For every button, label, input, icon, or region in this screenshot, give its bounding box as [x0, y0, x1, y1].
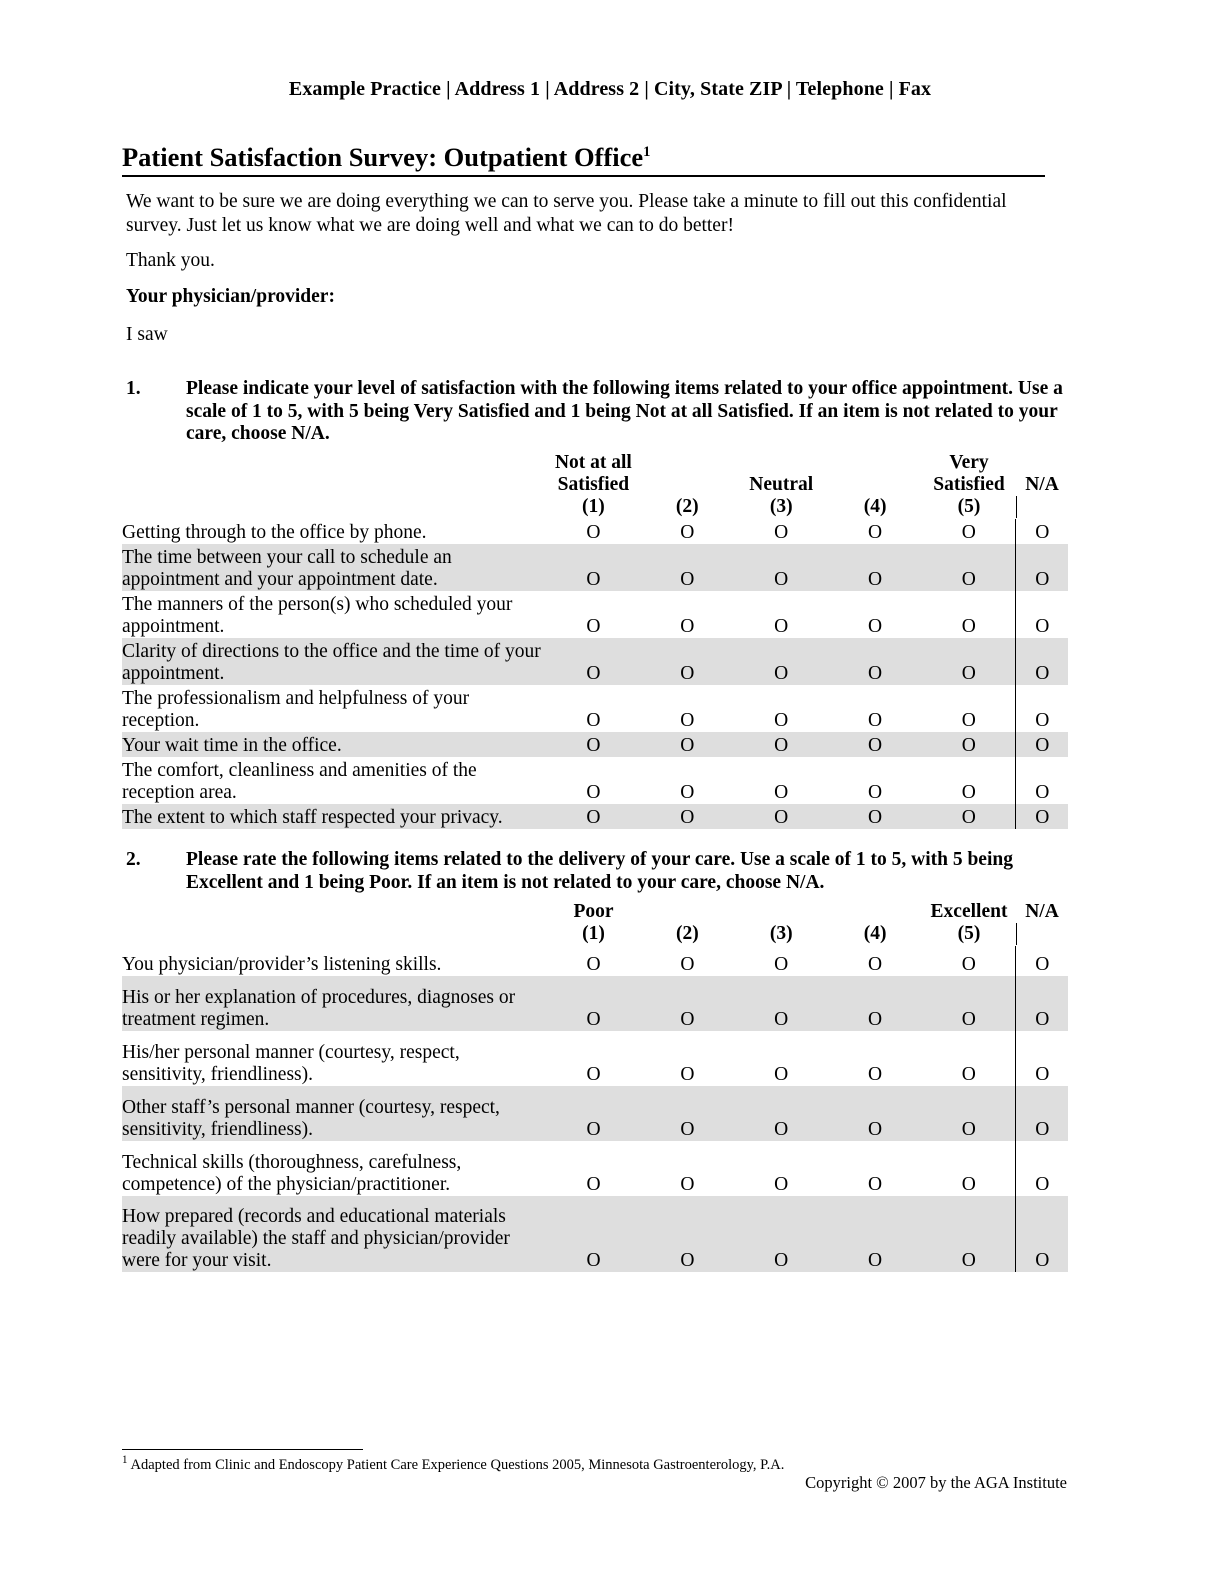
table-2-header-row — [122, 901, 1068, 946]
table-2-header-col-2-number: (2) — [675, 923, 699, 944]
table-row — [122, 946, 1068, 976]
table-2-r1-opt-na[interactable]: O — [1016, 976, 1068, 1031]
table-1-item-label: The time between your call to schedule an appointment and your appointment date. — [122, 544, 546, 591]
table-1-r1-opt-3[interactable]: O — [734, 544, 828, 591]
table-row — [122, 591, 1068, 638]
table-2-r1-opt-4[interactable]: O — [828, 976, 922, 1031]
table-1-r3-opt-2[interactable]: O — [640, 638, 734, 685]
table-2-item-label: You physician/provider’s listening skills. — [122, 954, 442, 975]
table-2-r3-opt-2[interactable]: O — [640, 1086, 734, 1141]
table-2-r2-opt-4[interactable]: O — [868, 1064, 883, 1085]
table-1-header-col-2-spacer2 — [640, 474, 734, 496]
table-2-r0-opt-3[interactable]: O — [774, 954, 789, 975]
table-1-r7-opt-3[interactable]: O — [734, 804, 828, 829]
table-2-r0-opt-4[interactable]: O — [868, 954, 883, 975]
table-2-r5-opt-1[interactable]: O — [547, 1196, 641, 1272]
table-1-header-col-1-label-a: Not at all — [554, 452, 632, 473]
table-2-r4-opt-4[interactable]: O — [868, 1174, 883, 1195]
table-1-r3-opt-5[interactable]: O — [922, 638, 1016, 685]
table-2-r3-opt-3[interactable]: O — [734, 1086, 828, 1141]
table-1-r4-opt-1[interactable]: O — [586, 710, 601, 731]
table-1-item-label: The professionalism and helpfulness of your reception. — [122, 688, 470, 731]
table-1-r1-opt-2[interactable]: O — [640, 544, 734, 591]
table-row — [122, 1086, 1068, 1141]
table-2-r0-opt-1[interactable]: O — [586, 954, 601, 975]
table-2-header-col-5-label: Excellent — [930, 901, 1008, 922]
table-1-r1-opt-5[interactable]: O — [922, 544, 1016, 591]
table-2-r1-opt-1[interactable]: O — [547, 976, 641, 1031]
table-2-item-label: Other staff’s personal manner (courtesy, respect, sensitivity, friendliness). — [122, 1086, 547, 1141]
question-2-number: 2. — [126, 849, 141, 870]
table-1-r4-opt-3[interactable]: O — [774, 710, 789, 731]
table-1-r3-opt-1[interactable]: O — [546, 638, 640, 685]
table-2-r3-opt-na[interactable]: O — [1016, 1086, 1068, 1141]
table-1-r5-opt-na[interactable]: O — [1016, 732, 1068, 757]
table-1-r3-opt-na[interactable]: O — [1016, 638, 1068, 685]
table-1-r6-opt-4[interactable]: O — [868, 782, 883, 803]
copyright-notice: Copyright © 2007 by the AGA Institute — [805, 1473, 1067, 1492]
table-1-header-col-1-label-b: Satisfied — [557, 474, 630, 495]
table-1-r4-opt-5[interactable]: O — [961, 710, 976, 731]
table-1-r6-opt-3[interactable]: O — [774, 782, 789, 803]
table-1-r0-opt-2[interactable]: O — [680, 522, 695, 543]
table-1-r7-opt-5[interactable]: O — [922, 804, 1016, 829]
table-1-header-col-2-number: (2) — [675, 496, 699, 517]
table-2-r3-opt-4[interactable]: O — [828, 1086, 922, 1141]
table-1-r5-opt-2[interactable]: O — [640, 732, 734, 757]
table-1-header-col-1-number: (1) — [582, 496, 605, 517]
table-2-r2-opt-2[interactable]: O — [680, 1064, 695, 1085]
table-1-na-divider-top — [1016, 496, 1068, 518]
footnote-marker: 1 — [122, 1454, 128, 1467]
table-row — [122, 976, 1068, 1031]
table-2-header-col-2 — [640, 901, 734, 946]
table-row — [122, 804, 1068, 829]
table-2-r1-opt-3[interactable]: O — [734, 976, 828, 1031]
table-2-r0-opt-na[interactable]: O — [1016, 946, 1068, 976]
thank-you-text: Thank you. — [126, 250, 215, 271]
table-2-header-col-2-spacer — [640, 901, 734, 923]
table-2-header-col-1 — [547, 901, 641, 946]
table-1-r2-opt-4[interactable]: O — [868, 616, 883, 637]
table-1-r3-opt-4[interactable]: O — [828, 638, 922, 685]
table-2-header-col-4 — [828, 901, 922, 946]
table-2-item-label: His/her personal manner (courtesy, respect, sensitivity, friendliness). — [122, 1042, 460, 1085]
table-1-r2-opt-3[interactable]: O — [774, 616, 789, 637]
table-row — [122, 519, 1068, 544]
table-2-r4-opt-na[interactable]: O — [1016, 1141, 1068, 1196]
table-2-header-col-5-number: (5) — [957, 923, 981, 944]
table-1-r2-opt-2[interactable]: O — [680, 616, 695, 637]
table-2-r5-opt-5[interactable]: O — [922, 1196, 1016, 1272]
table-2-r5-opt-4[interactable]: O — [828, 1196, 922, 1272]
table-1-header-col-5-label-b: Satisfied — [933, 474, 1005, 495]
table-2-r2-opt-na[interactable]: O — [1016, 1031, 1068, 1086]
table-1-item-label: The manners of the person(s) who scheduled your appointment. — [122, 594, 513, 637]
table-1-header-col-4-spacer — [828, 452, 922, 474]
table-1-r7-opt-4[interactable]: O — [828, 804, 922, 829]
table-1-r0-opt-3[interactable]: O — [774, 522, 789, 543]
table-2-header-col-na — [1016, 901, 1068, 946]
table-1-r0-opt-5[interactable]: O — [961, 522, 976, 543]
table-2-r2-opt-3[interactable]: O — [774, 1064, 789, 1085]
table-2-r0-opt-5[interactable]: O — [961, 954, 976, 975]
table-1-header-col-2 — [640, 452, 734, 519]
satisfaction-rating-table-1 — [122, 452, 1068, 829]
table-row — [122, 685, 1068, 732]
table-1-header-col-4 — [828, 452, 922, 519]
table-2-header-na-label: N/A — [1025, 901, 1059, 922]
table-1-header-col-3-label: Neutral — [749, 474, 814, 495]
table-2-r5-opt-3[interactable]: O — [734, 1196, 828, 1272]
table-1-item-label: The comfort, cleanliness and amenities of the reception area. — [122, 760, 477, 803]
page-title-text: Patient Satisfaction Survey: Outpatient Office — [122, 142, 644, 172]
table-1-item-label: Clarity of directions to the office and the time of your appointment. — [122, 638, 546, 685]
table-1-item-label: The extent to which staff respected your privacy. — [122, 804, 546, 829]
table-2-header-col-3-spacer — [734, 901, 828, 923]
table-1-header-col-3-spacer — [734, 452, 828, 474]
table-2-header-col-5 — [922, 901, 1016, 946]
table-1-r1-opt-1[interactable]: O — [546, 544, 640, 591]
table-1-r7-opt-1[interactable]: O — [546, 804, 640, 829]
table-1-header-col-5 — [922, 452, 1016, 519]
table-1-header-blank — [122, 452, 546, 519]
table-2-r4-opt-2[interactable]: O — [680, 1174, 695, 1195]
table-1-header-col-3 — [734, 452, 828, 519]
table-2-header-col-1-label: Poor — [573, 901, 614, 922]
question-1-text: Please indicate your level of satisfaction with the following items related to your office appointment. Use a scale of 1 to 5, with 5 being Very Satisfied and 1 being Not at all Satisfied. If an item is not related to your care, choose N/A. — [186, 378, 1063, 444]
table-2-r1-opt-2[interactable]: O — [640, 976, 734, 1031]
table-1-r7-opt-na[interactable]: O — [1016, 804, 1068, 829]
table-1-r0-opt-1[interactable]: O — [586, 522, 601, 543]
physician-provider-label: Your physician/provider: — [126, 286, 335, 307]
table-2-r3-opt-1[interactable]: O — [547, 1086, 641, 1141]
table-1-r3-opt-3[interactable]: O — [734, 638, 828, 685]
table-1-item-label: Your wait time in the office. — [122, 732, 546, 757]
page-title — [122, 143, 1045, 177]
table-1-r6-opt-1[interactable]: O — [586, 782, 601, 803]
table-2-header-blank — [122, 901, 547, 946]
satisfaction-rating-table-2 — [122, 901, 1068, 1272]
table-1-header-col-1 — [546, 452, 640, 519]
table-2-r4-opt-1[interactable]: O — [586, 1174, 601, 1195]
table-2-r5-opt-2[interactable]: O — [640, 1196, 734, 1272]
table-1-r5-opt-1[interactable]: O — [546, 732, 640, 757]
table-2-header-col-4-spacer — [828, 901, 922, 923]
table-1-item-label: Getting through to the office by phone. — [122, 522, 427, 543]
table-1-r0-opt-4[interactable]: O — [868, 522, 883, 543]
table-1-r6-opt-2[interactable]: O — [680, 782, 695, 803]
footnote-separator — [122, 1449, 363, 1450]
table-1-r4-opt-na[interactable]: O — [1016, 685, 1068, 732]
question-1-block — [126, 378, 1066, 446]
table-row — [122, 1141, 1068, 1196]
table-1-r7-opt-2[interactable]: O — [640, 804, 734, 829]
table-1-r5-opt-4[interactable]: O — [828, 732, 922, 757]
question-2-text: Please rate the following items related to the delivery of your care. Use a scale of 1 to 5, with 5 being Excellent and 1 being Poor. If an item is not related to your care, choose N/A. — [186, 849, 1013, 893]
table-1-header-na-label: N/A — [1025, 474, 1059, 495]
table-2-r4-opt-5[interactable]: O — [961, 1174, 976, 1195]
table-2-item-label: His or her explanation of procedures, diagnoses or treatment regimen. — [122, 976, 547, 1031]
table-1-r2-opt-1[interactable]: O — [586, 616, 601, 637]
table-2-r2-opt-5[interactable]: O — [961, 1064, 976, 1085]
table-row — [122, 638, 1068, 685]
running-header: Example Practice | Address 1 | Address 2 | City, State ZIP | Telephone | Fax — [288, 78, 932, 100]
table-2-r3-opt-5[interactable]: O — [922, 1086, 1016, 1141]
table-1-header-col-5-label-a: Very — [949, 452, 989, 473]
table-2-header-col-4-number: (4) — [863, 923, 887, 944]
table-1-header-col-4-spacer2 — [828, 474, 922, 496]
question-1-number: 1. — [126, 378, 141, 399]
table-row — [122, 1031, 1068, 1086]
intro-paragraph: We want to be sure we are doing everything we can to serve you. Please take a minute to fill out this confidential survey. Just let us know what we are doing well and what we can to do better! — [126, 191, 1007, 236]
table-1-header-na-spacer — [1016, 452, 1068, 474]
table-1-header-col-3-number: (3) — [769, 496, 793, 517]
table-2-r4-opt-3[interactable]: O — [774, 1174, 789, 1195]
table-2-header-col-3 — [734, 901, 828, 946]
table-2-r1-opt-5[interactable]: O — [922, 976, 1016, 1031]
table-1-r4-opt-2[interactable]: O — [680, 710, 695, 731]
table-1-r6-opt-na[interactable]: O — [1016, 757, 1068, 804]
table-2-na-divider-top — [1016, 923, 1068, 945]
footnote-text: Adapted from Clinic and Endoscopy Patient Care Experience Questions 2005, Minnesota Gastroenterology, P.A. — [130, 1457, 785, 1473]
table-1-r0-opt-na[interactable]: O — [1016, 519, 1068, 544]
title-footnote-marker: 1 — [643, 144, 651, 161]
table-1-r4-opt-4[interactable]: O — [868, 710, 883, 731]
table-row — [122, 732, 1068, 757]
table-1-r2-opt-na[interactable]: O — [1016, 591, 1068, 638]
table-2-r0-opt-2[interactable]: O — [680, 954, 695, 975]
table-1-r5-opt-5[interactable]: O — [922, 732, 1016, 757]
table-1-header-col-na — [1016, 452, 1068, 519]
table-1-header-col-2-spacer — [640, 452, 734, 474]
table-2-header-col-1-number: (1) — [582, 923, 605, 944]
table-1-header-col-5-number: (5) — [957, 496, 981, 517]
table-1-r1-opt-4[interactable]: O — [828, 544, 922, 591]
question-2-block — [126, 849, 1066, 894]
footnote — [122, 1456, 1022, 1474]
table-1-header-col-4-number: (4) — [863, 496, 887, 517]
i-saw-field-label: I saw — [126, 324, 168, 345]
table-2-item-label: Technical skills (thoroughness, carefulness, competence) of the physician/practitioner. — [122, 1152, 462, 1195]
table-1-r5-opt-3[interactable]: O — [734, 732, 828, 757]
table-1-r2-opt-5[interactable]: O — [961, 616, 976, 637]
table-row — [122, 544, 1068, 591]
table-2-r2-opt-1[interactable]: O — [586, 1064, 601, 1085]
table-row — [122, 757, 1068, 804]
table-2-item-label: How prepared (records and educational materials readily available) the staff and physician/provider were for your visit. — [122, 1196, 547, 1272]
table-1-header-row — [122, 452, 1068, 519]
table-1-r6-opt-5[interactable]: O — [961, 782, 976, 803]
table-row — [122, 1196, 1068, 1272]
table-2-r5-opt-na[interactable]: O — [1016, 1196, 1068, 1272]
table-1-r1-opt-na[interactable]: O — [1016, 544, 1068, 591]
table-2-header-col-3-number: (3) — [769, 923, 793, 944]
